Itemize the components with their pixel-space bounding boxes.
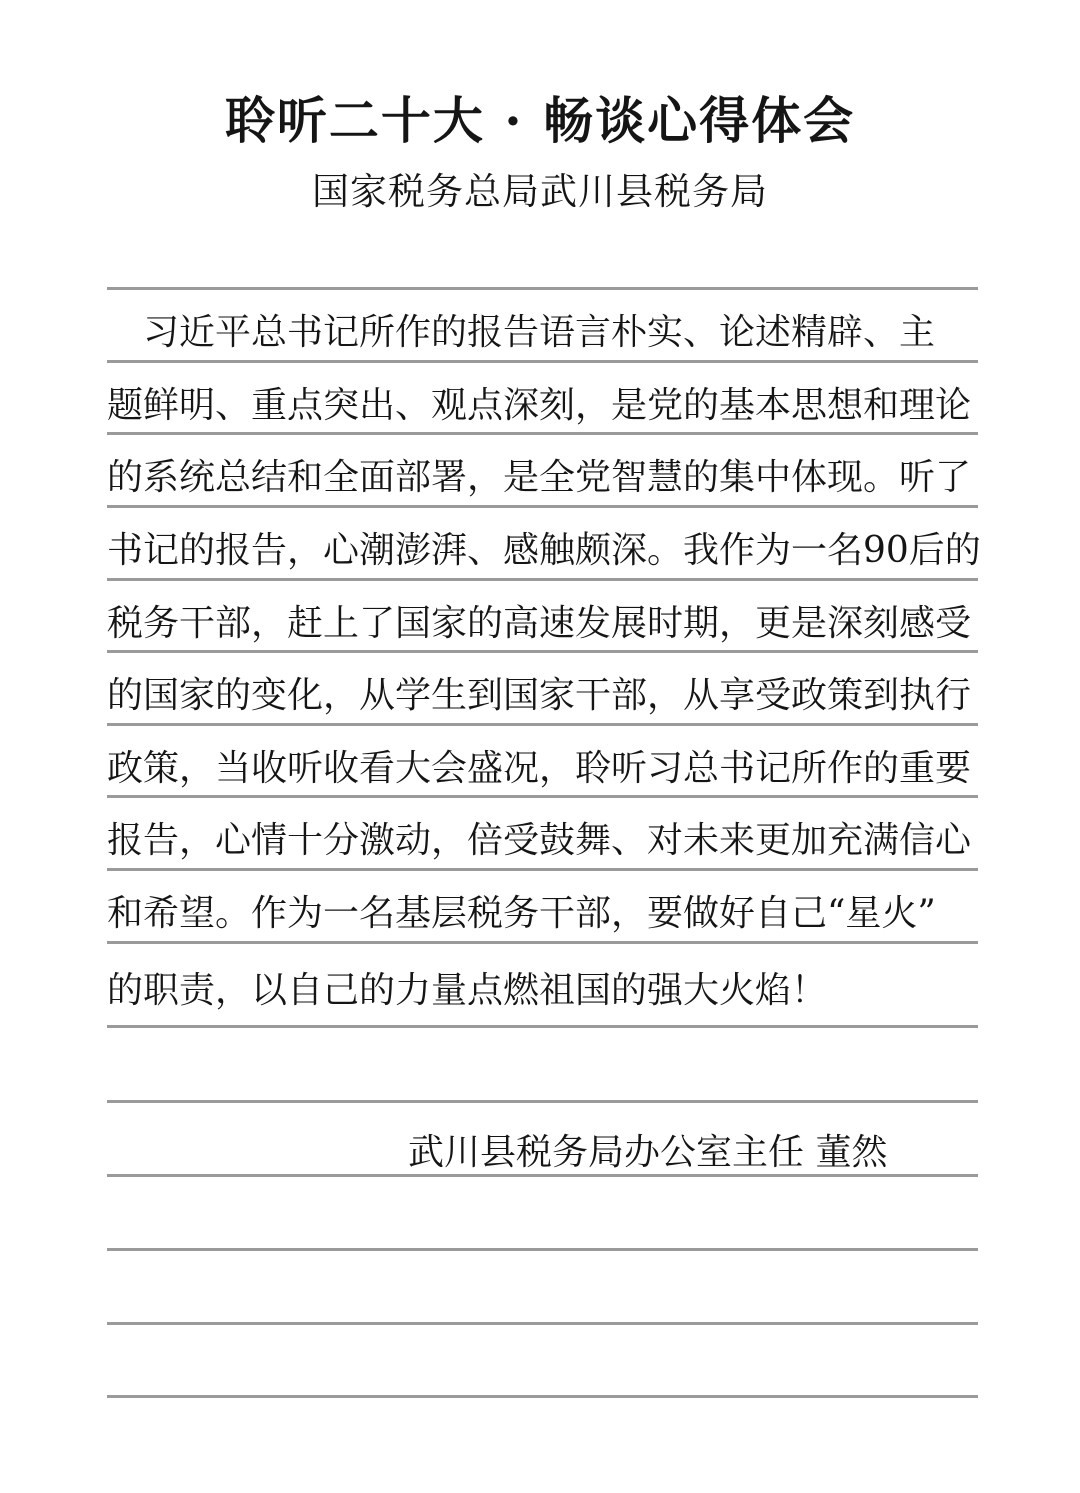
- ruled-line: [107, 795, 978, 798]
- ruled-line: [107, 1100, 978, 1103]
- body-text-line: 的国家的变化，从学生到国家干部，从享受政策到执行: [107, 675, 972, 716]
- body-text-line: 报告，心情十分激动，倍受鼓舞、对未来更加充满信心: [107, 820, 972, 861]
- ruled-line: [107, 360, 978, 363]
- author-signature: 武川县税务局办公室主任 董然: [408, 1132, 888, 1173]
- ruled-line: [107, 723, 978, 726]
- ruled-line: [107, 868, 978, 871]
- ruled-line: [107, 1248, 978, 1251]
- body-text-line: 和希望。作为一名基层税务干部，要做好自己“星火”: [107, 893, 936, 934]
- page-title: 聆听二十大 · 畅谈心得体会: [224, 91, 856, 150]
- body-text-line: 的系统总结和全面部署，是全党智慧的集中体现。听了: [107, 457, 972, 498]
- ruled-line: [107, 650, 978, 653]
- body-text-line: 题鲜明、重点突出、观点深刻，是党的基本思想和理论: [107, 385, 972, 426]
- body-text-line: 税务干部，赶上了国家的高速发展时期，更是深刻感受: [107, 603, 972, 644]
- body-text-line: 的职责，以自己的力量点燃祖国的强大火焰！: [107, 970, 828, 1011]
- body-text-line: 书记的报告，心潮澎湃、感触颇深。我作为一名90后的: [107, 530, 981, 571]
- body-text-line: 政策，当收听收看大会盛况，聆听习总书记所作的重要: [107, 748, 972, 789]
- ruled-line: [107, 432, 978, 435]
- ruled-line: [107, 287, 978, 290]
- ruled-line: [107, 505, 978, 508]
- ruled-line: [107, 1395, 978, 1398]
- page-subtitle: 国家税务总局武川县税务局: [312, 170, 768, 213]
- ruled-line: [107, 1025, 978, 1028]
- ruled-line: [107, 941, 978, 944]
- ruled-line: [107, 1322, 978, 1325]
- ruled-line: [107, 578, 978, 581]
- body-text-line: 习近平总书记所作的报告语言朴实、论述精辟、主: [107, 312, 936, 353]
